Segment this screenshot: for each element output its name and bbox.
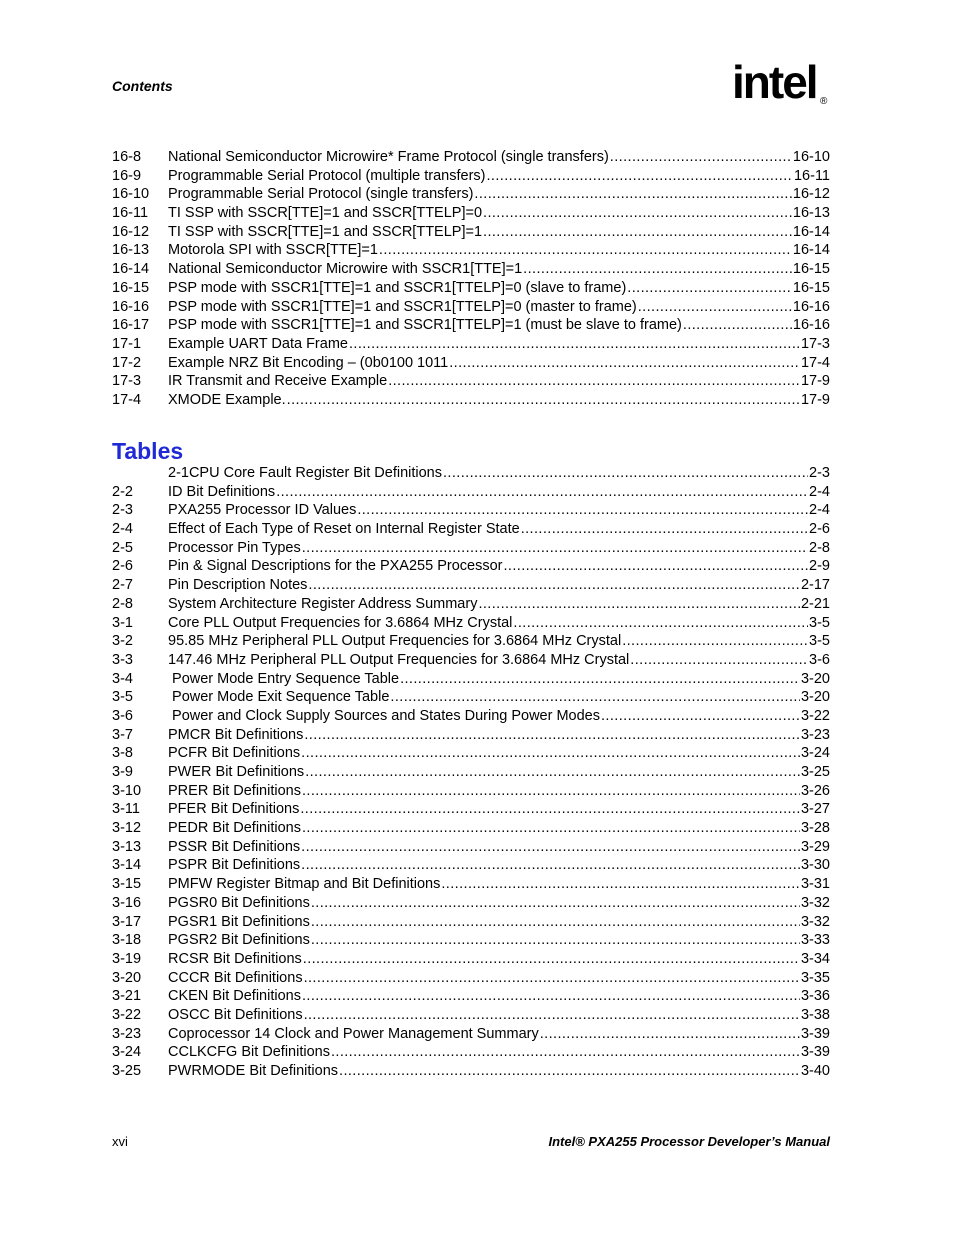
entry-number: 3-17 [112, 913, 142, 930]
dot-leader [301, 744, 800, 763]
entry-number: 16-11 [112, 205, 149, 222]
entry-number: 2-4 [112, 521, 133, 538]
entry-number: 3-6 [112, 707, 133, 724]
entry-body [168, 763, 830, 782]
entry-page: 3-39 [800, 1025, 830, 1042]
entry-number: 3-8 [112, 745, 133, 762]
dot-leader [357, 501, 808, 520]
entry-body [168, 875, 830, 894]
entry-number: 16-10 [112, 186, 150, 203]
dot-leader [287, 391, 800, 410]
toc-entry[interactable] [112, 501, 830, 520]
toc-entry[interactable] [112, 464, 830, 483]
entry-title: Programmable Serial Protocol (multiple transfers) [168, 167, 486, 184]
dot-leader [503, 557, 808, 576]
dot-leader [308, 576, 800, 595]
entry-page: 16-16 [792, 298, 830, 315]
entry-page: 3-22 [800, 707, 830, 724]
entry-page: 3-39 [800, 1044, 830, 1061]
dot-leader [630, 651, 808, 670]
entry-page: 3-40 [800, 1063, 830, 1079]
toc-entry[interactable] [112, 856, 830, 875]
toc-entry[interactable] [112, 483, 830, 502]
dot-leader [390, 688, 800, 707]
toc-entry[interactable] [112, 372, 830, 391]
entry-title: ID Bit Definitions [168, 483, 276, 500]
dot-leader [304, 726, 800, 745]
entry-page: 17-4 [800, 354, 830, 371]
entry-page: 3-33 [800, 932, 830, 949]
entry-body [168, 223, 830, 242]
toc-entry[interactable] [112, 931, 830, 950]
toc-entry[interactable] [112, 838, 830, 857]
entry-body [168, 614, 830, 633]
entry-body [168, 391, 830, 410]
entry-number: 16-17 [112, 317, 150, 334]
entry-page: 16-11 [793, 167, 830, 184]
entry-body [168, 987, 830, 1006]
dot-leader [610, 148, 792, 167]
entry-number: 3-1 [112, 614, 133, 631]
entry-number: 3-14 [112, 857, 142, 874]
entry-title: 147.46 MHz Peripheral PLL Output Frequencies for 3.6864 MHz Crystal [168, 651, 630, 668]
entry-page: 16-15 [792, 261, 830, 278]
toc-entry[interactable] [112, 391, 830, 410]
toc-entry[interactable] [112, 167, 830, 186]
toc-entry[interactable] [112, 670, 830, 689]
entry-body [168, 464, 830, 483]
entry-title: CCCR Bit Definitions [168, 969, 303, 986]
entry-title: PGSR2 Bit Definitions [168, 932, 310, 949]
entry-number: 16-15 [112, 279, 150, 296]
intel-logo [732, 60, 832, 118]
figures-list [112, 148, 830, 410]
entry-body [168, 167, 830, 186]
entry-page: 2-9 [809, 558, 830, 575]
entry-number: 3-11 [112, 801, 140, 818]
entry-number: 2-2 [112, 483, 133, 500]
entry-body [168, 279, 830, 298]
dot-leader [379, 241, 792, 260]
entry-title: Coprocessor 14 Clock and Power Management Summary [168, 1025, 539, 1042]
entry-page: 17-3 [800, 335, 830, 352]
entry-body [168, 557, 830, 576]
dot-leader [638, 298, 792, 317]
entry-body [168, 335, 830, 354]
entry-title: IR Transmit and Receive Example [168, 373, 388, 390]
entry-page: 3-20 [800, 670, 830, 687]
entry-title: 2-1CPU Core Fault Register Bit Definitions [168, 465, 442, 481]
entry-title: TI SSP with SSCR[TTE]=1 and SSCR[TTELP]=0 [168, 205, 483, 222]
toc-entry[interactable] [112, 1062, 830, 1081]
toc-entry[interactable] [112, 913, 830, 932]
entry-number: 2-3 [112, 502, 133, 519]
toc-entry[interactable] [112, 354, 830, 373]
entry-body [168, 539, 830, 558]
entry-number: 17-3 [112, 373, 142, 390]
entry-page: 3-20 [800, 689, 830, 706]
manual-title: Intel® PXA255 Processor Developer’s Manual [548, 1134, 830, 1149]
dot-leader [304, 969, 800, 988]
entry-title: OSCC Bit Definitions [168, 1006, 303, 1023]
entry-number: 3-18 [112, 932, 142, 949]
entry-page: 3-30 [800, 857, 830, 874]
entry-number: 2-6 [112, 558, 133, 575]
entry-body [168, 969, 830, 988]
entry-number: 17-4 [112, 391, 142, 408]
entry-title: Example NRZ Bit Encoding – (0b0100 1011 [168, 354, 449, 371]
dot-leader [521, 520, 808, 539]
entry-title: PSP mode with SSCR1[TTE]=1 and SSCR1[TTELP]=0 (master to frame) [168, 298, 637, 315]
entry-page: 17-9 [800, 373, 830, 390]
dot-leader [487, 167, 793, 186]
entry-page: 3-36 [800, 988, 830, 1005]
toc-entry[interactable] [112, 576, 830, 595]
entry-page: 16-15 [792, 279, 830, 296]
dot-leader [300, 800, 800, 819]
entry-title: CKEN Bit Definitions [168, 988, 301, 1005]
entry-body [168, 651, 830, 670]
toc-entry[interactable] [112, 260, 830, 279]
entry-number: 3-10 [112, 782, 142, 799]
entry-page: 3-32 [800, 913, 830, 930]
entry-body [168, 483, 830, 502]
entry-title: 95.85 MHz Peripheral PLL Output Frequencies for 3.6864 MHz Crystal [168, 633, 622, 650]
dot-leader [302, 782, 800, 801]
entry-page: 3-27 [800, 801, 830, 818]
entry-number: 3-13 [112, 838, 142, 855]
dot-leader [339, 1062, 800, 1081]
entry-body [168, 204, 830, 223]
entry-page: 2-6 [809, 521, 830, 538]
dot-leader [302, 987, 800, 1006]
entry-title: Programmable Serial Protocol (single transfers) [168, 186, 474, 203]
dot-leader [305, 763, 800, 782]
entry-title: PSP mode with SSCR1[TTE]=1 and SSCR1[TTELP]=0 (slave to frame) [168, 279, 627, 296]
dot-leader [302, 539, 808, 558]
entry-title: Effect of Each Type of Reset on Internal Register State [168, 521, 520, 538]
entry-title: Pin & Signal Descriptions for the PXA255 Processor [168, 558, 503, 575]
entry-page: 2-4 [809, 502, 830, 519]
dot-leader [443, 464, 808, 483]
entry-title: PEDR Bit Definitions [168, 820, 301, 837]
entry-page: 3-6 [809, 651, 830, 668]
entry-body [168, 1006, 830, 1025]
toc-entry[interactable] [112, 148, 830, 167]
entry-title: Power Mode Exit Sequence Table [168, 689, 390, 706]
entry-number: 3-3 [112, 651, 133, 668]
entry-number: 3-4 [112, 670, 133, 687]
entry-page: 3-5 [809, 614, 830, 631]
entry-body [168, 501, 830, 520]
dot-leader [400, 670, 800, 689]
entry-title: PSSR Bit Definitions [168, 838, 301, 855]
toc-entry[interactable] [112, 987, 830, 1006]
entry-title: National Semiconductor Microwire with SSCR1[TTE]=1 [168, 261, 523, 278]
dot-leader [540, 1025, 800, 1044]
toc-entry[interactable] [112, 539, 830, 558]
entry-title: CCLKCFG Bit Definitions [168, 1044, 330, 1061]
dot-leader [331, 1043, 800, 1062]
entry-page: 2-8 [809, 539, 830, 556]
entry-title: Pin Description Notes [168, 577, 308, 594]
dot-leader [349, 335, 800, 354]
entry-page: 16-16 [792, 317, 830, 334]
entry-title: Example UART Data Frame [168, 335, 348, 352]
entry-page: 3-24 [800, 745, 830, 762]
toc-entry[interactable] [112, 241, 830, 260]
entry-number: 3-5 [112, 689, 133, 706]
toc-entry[interactable] [112, 204, 830, 223]
entry-number: 3-15 [112, 876, 142, 893]
toc-entry[interactable] [112, 763, 830, 782]
entry-body [168, 260, 830, 279]
dot-leader [523, 260, 792, 279]
entry-number: 3-19 [112, 950, 142, 967]
entry-body [168, 782, 830, 801]
entry-page: 16-12 [792, 186, 830, 203]
entry-number: 3-24 [112, 1044, 142, 1061]
entry-number: 2-5 [112, 539, 133, 556]
entry-body [168, 316, 830, 335]
toc-entry[interactable] [112, 1006, 830, 1025]
dot-leader [303, 950, 800, 969]
toc-entry[interactable] [112, 1025, 830, 1044]
tables-heading: Tables [112, 438, 184, 464]
entry-page: 2-17 [800, 577, 830, 594]
entry-title: PXA255 Processor ID Values [168, 502, 357, 519]
registered-mark: ® [820, 96, 828, 107]
entry-page: 2-21 [800, 595, 830, 612]
entry-page: 3-31 [800, 876, 830, 893]
entry-number: 3-2 [112, 633, 133, 650]
entry-body [168, 298, 830, 317]
entry-page: 3-23 [800, 726, 830, 743]
dot-leader [311, 894, 800, 913]
entry-title: Power and Clock Supply Sources and States During Power Modes [168, 707, 600, 724]
toc-entry[interactable] [112, 875, 830, 894]
dot-leader [683, 316, 792, 335]
entry-body [168, 838, 830, 857]
dot-leader [449, 354, 800, 373]
entry-body [168, 1025, 830, 1044]
dot-leader [483, 223, 792, 242]
entry-body [168, 520, 830, 539]
dot-leader [302, 819, 800, 838]
entry-body [168, 800, 830, 819]
entry-title: PCFR Bit Definitions [168, 745, 301, 762]
entry-body [168, 354, 830, 373]
entry-title: System Architecture Register Address Summary [168, 595, 478, 612]
toc-entry[interactable] [112, 298, 830, 317]
entry-body [168, 707, 830, 726]
dot-leader [301, 838, 800, 857]
toc-entry[interactable] [112, 279, 830, 298]
entry-title: PWRMODE Bit Definitions [168, 1063, 339, 1079]
toc-entry[interactable] [112, 819, 830, 838]
entry-number: 3-22 [112, 1006, 142, 1023]
entry-page: 2-4 [809, 483, 830, 500]
entry-number: 2-7 [112, 577, 133, 594]
entry-page: 3-5 [809, 633, 830, 650]
entry-title: PWER Bit Definitions [168, 764, 305, 780]
entry-body [168, 576, 830, 595]
toc-entry[interactable] [112, 800, 830, 819]
entry-title: PSPR Bit Definitions [168, 857, 301, 874]
entry-page: 3-25 [800, 764, 830, 780]
toc-entry[interactable] [112, 969, 830, 988]
entry-number: 3-20 [112, 969, 142, 986]
entry-title: National Semiconductor Microwire* Frame Protocol (single transfers) [168, 149, 609, 165]
page-number: xvi [112, 1134, 128, 1149]
entry-title: XMODE Example. [168, 391, 286, 408]
entry-number: 16-13 [112, 242, 150, 259]
entry-number: 17-2 [112, 354, 142, 371]
dot-leader [622, 632, 808, 651]
toc-entry[interactable] [112, 632, 830, 651]
toc-entry[interactable] [112, 557, 830, 576]
entry-title: Core PLL Output Frequencies for 3.6864 MHz Crystal [168, 614, 513, 631]
entry-number: 16-9 [112, 167, 142, 184]
tables-list [112, 464, 830, 1081]
entry-page: 3-26 [800, 782, 830, 799]
dot-leader [627, 279, 792, 298]
entry-title: PSP mode with SSCR1[TTE]=1 and SSCR1[TTELP]=1 (must be slave to frame) [168, 317, 682, 334]
entry-body [168, 148, 830, 167]
toc-entry[interactable] [112, 782, 830, 801]
entry-title: Power Mode Entry Sequence Table [168, 670, 400, 687]
entry-page: 16-14 [792, 223, 830, 240]
entry-body [168, 856, 830, 875]
entry-number: 16-12 [112, 223, 150, 240]
entry-title: PFER Bit Definitions [168, 801, 300, 818]
dot-leader [478, 595, 800, 614]
dot-leader [441, 875, 800, 894]
entry-page: 16-14 [792, 242, 830, 259]
dot-leader [483, 204, 792, 223]
toc-entry[interactable] [112, 614, 830, 633]
entry-number: 16-8 [112, 149, 142, 165]
entry-page: 3-35 [800, 969, 830, 986]
entry-title: PGSR0 Bit Definitions [168, 894, 310, 911]
entry-body [168, 670, 830, 689]
running-header: Contents [112, 78, 173, 94]
dot-leader [311, 913, 800, 932]
entry-body [168, 185, 830, 204]
entry-page: 3-34 [800, 950, 830, 967]
entry-body [168, 241, 830, 260]
entry-page: 3-29 [800, 838, 830, 855]
toc-entry[interactable] [112, 688, 830, 707]
entry-number: 17-1 [112, 335, 142, 352]
entry-page: 3-38 [800, 1006, 830, 1023]
entry-page: 16-10 [792, 149, 830, 165]
entry-number: 3-23 [112, 1025, 142, 1042]
dot-leader [301, 856, 800, 875]
toc-entry[interactable] [112, 595, 830, 614]
entry-title: PRER Bit Definitions [168, 782, 301, 799]
dot-leader [513, 614, 808, 633]
entry-body [168, 819, 830, 838]
toc-entry[interactable] [112, 335, 830, 354]
toc-entry[interactable] [112, 651, 830, 670]
entry-page: 17-9 [800, 391, 830, 408]
entry-number: 3-12 [112, 820, 142, 837]
entry-body [168, 688, 830, 707]
toc-entry[interactable] [112, 726, 830, 745]
entry-number: 2-8 [112, 595, 133, 612]
entry-body [168, 931, 830, 950]
entry-title: TI SSP with SSCR[TTE]=1 and SSCR[TTELP]=1 [168, 223, 483, 240]
toc-entry[interactable] [112, 894, 830, 913]
entry-number: 16-14 [112, 261, 150, 278]
entry-body [168, 913, 830, 932]
entry-number: 3-21 [112, 988, 142, 1005]
toc-entry[interactable] [112, 744, 830, 763]
entry-title: RCSR Bit Definitions [168, 950, 302, 967]
entry-body [168, 726, 830, 745]
toc-entry[interactable] [112, 520, 830, 539]
entry-title: Motorola SPI with SSCR[TTE]=1 [168, 242, 378, 259]
entry-title: PGSR1 Bit Definitions [168, 913, 310, 930]
intel-logo-text: intel [732, 60, 817, 108]
dot-leader [276, 483, 808, 502]
entry-number: 16-16 [112, 298, 150, 315]
dot-leader [474, 185, 791, 204]
entry-body [168, 632, 830, 651]
toc-entry[interactable] [112, 185, 830, 204]
entry-page: 2-3 [809, 465, 830, 481]
toc-entry[interactable] [112, 1043, 830, 1062]
entry-body [168, 1062, 830, 1081]
dot-leader [304, 1006, 800, 1025]
toc-entry[interactable] [112, 223, 830, 242]
entry-page: 3-28 [800, 820, 830, 837]
entry-number: 3-7 [112, 726, 133, 743]
entry-title: PMCR Bit Definitions [168, 726, 304, 743]
entry-body [168, 372, 830, 391]
entry-page: 3-32 [800, 894, 830, 911]
toc-entry[interactable] [112, 707, 830, 726]
entry-title: Processor Pin Types [168, 539, 301, 556]
entry-number: 3-25 [112, 1063, 142, 1079]
entry-body [168, 595, 830, 614]
toc-entry[interactable] [112, 950, 830, 969]
dot-leader [601, 707, 800, 726]
entry-body [168, 894, 830, 913]
entry-number: 3-16 [112, 894, 142, 911]
dot-leader [311, 931, 800, 950]
entry-body [168, 744, 830, 763]
entry-body [168, 1043, 830, 1062]
entry-number: 3-9 [112, 764, 133, 780]
entry-body [168, 950, 830, 969]
entry-page: 16-13 [792, 205, 830, 222]
entry-title: PMFW Register Bitmap and Bit Definitions [168, 876, 441, 893]
dot-leader [388, 372, 800, 391]
toc-entry[interactable] [112, 316, 830, 335]
